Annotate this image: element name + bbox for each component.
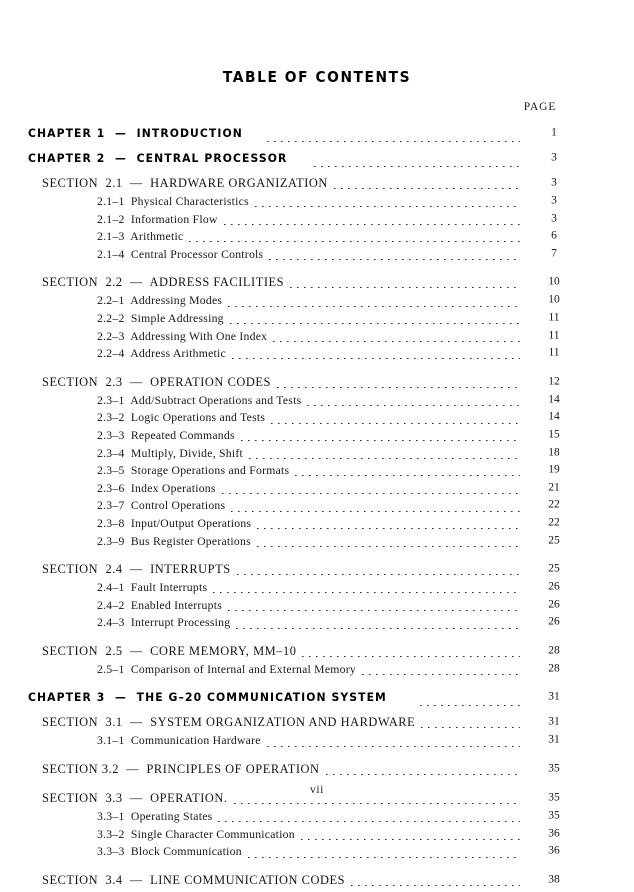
dot-leader [351, 885, 520, 886]
toc-row[interactable] [0, 213, 634, 231]
dot-leader [334, 188, 520, 189]
dot-leader [241, 440, 520, 441]
dot-leader [326, 774, 520, 775]
toc-entry-page-number: 22 [548, 516, 560, 529]
dot-leader [228, 610, 520, 611]
toc-entry-page-number: 10 [548, 293, 560, 306]
dot-leader [295, 475, 520, 476]
toc-entry-label: 2.3–5 Storage Operations and Formats [97, 464, 290, 478]
dot-leader [420, 705, 520, 706]
toc-entry-label: 2.1–2 Information Flow [97, 212, 218, 226]
dot-leader [248, 857, 520, 858]
toc-entry-label: 2.3–8 Input/Output Operations [97, 516, 252, 530]
dot-leader [218, 821, 520, 822]
toc-row[interactable] [0, 429, 634, 447]
dot-leader [301, 839, 520, 840]
toc-entry-page-number: 28 [548, 644, 560, 657]
toc-entry-label: 3.3–1 Operating States [97, 810, 213, 824]
toc-entry-page-number: 14 [548, 393, 560, 406]
toc-entry-page-number: 25 [548, 534, 560, 546]
toc-entry-page-number: 7 [551, 247, 557, 260]
dot-leader [273, 341, 520, 342]
toc-entry-list [0, 126, 634, 892]
toc-entry-label: 2.4–2 Enabled Interrupts [97, 598, 223, 612]
toc-entry-label: 2.3–3 Repeated Commands [97, 428, 235, 442]
toc-row[interactable] [0, 873, 634, 892]
toc-row[interactable] [0, 828, 634, 846]
toc-row[interactable] [0, 690, 634, 715]
toc-entry-label: 2.1–1 Physical Characteristics [97, 195, 249, 208]
toc-entry-page-number: 3 [551, 212, 557, 225]
toc-entry-label: SECTION 2.4 — INTERRUPTS [42, 562, 231, 577]
toc-entry-page-number: 3 [551, 151, 557, 164]
toc-entry-label: 2.5–1 Comparison of Internal and External Memory [97, 662, 356, 676]
toc-row[interactable] [0, 762, 634, 781]
toc-entry-label: SECTION 2.2 — ADDRESS FACILITIES [42, 275, 285, 290]
toc-entry-label: CHAPTER 3 — THE G–20 COMMUNICATION SYSTEM [28, 690, 387, 705]
toc-entry-page-number: 35 [548, 809, 560, 822]
toc-entry-page-number: 11 [548, 329, 560, 342]
toc-entry-label: 3.3–3 Block Communication [97, 845, 242, 859]
toc-row[interactable] [0, 275, 634, 294]
toc-row[interactable] [0, 734, 634, 752]
toc-row[interactable] [0, 230, 634, 248]
toc-row[interactable] [0, 447, 634, 465]
toc-entry-label: SECTION 2.3 — OPERATION CODES [42, 374, 271, 389]
toc-entry-page-number: 31 [548, 715, 560, 728]
toc-entry-label: 2.3–6 Index Operations [97, 481, 216, 495]
toc-row[interactable] [0, 312, 634, 330]
dot-leader [271, 423, 520, 424]
dot-leader [277, 387, 520, 388]
dot-leader [314, 166, 520, 167]
toc-row[interactable] [0, 151, 634, 176]
toc-entry-page-number: 26 [548, 615, 560, 628]
toc-row[interactable] [0, 482, 634, 500]
toc-entry-label: 2.4–3 Interrupt Processing [97, 616, 231, 630]
toc-entry-page-number: 36 [548, 844, 560, 857]
toc-entry-label: CHAPTER 2 — CENTRAL PROCESSOR [28, 151, 288, 165]
dot-leader [224, 224, 520, 225]
dot-leader [237, 574, 520, 575]
page-column-header: PAGE [523, 101, 557, 113]
toc-entry-page-number: 22 [548, 498, 560, 511]
toc-row[interactable] [0, 411, 634, 429]
toc-entry-label: SECTION 3.1 — SYSTEM ORGANIZATION AND HARDWARE [42, 715, 416, 730]
toc-row[interactable] [0, 845, 634, 863]
toc-entry-label: 2.3–4 Multiply, Divide, Shift [97, 446, 244, 460]
toc-row[interactable] [0, 176, 634, 195]
toc-entry-label: SECTION 2.5 — CORE MEMORY, MM–10 [42, 643, 297, 658]
toc-entry-label: 2.1–4 Central Processor Controls [97, 247, 264, 261]
toc-row[interactable] [0, 375, 634, 394]
toc-row[interactable] [0, 535, 634, 553]
dot-leader [421, 727, 520, 728]
toc-row[interactable] [0, 330, 634, 348]
toc-entry-page-number: 19 [548, 463, 560, 476]
toc-row[interactable] [0, 499, 634, 517]
dot-leader [257, 528, 520, 529]
toc-row[interactable] [0, 126, 634, 151]
page-title: TABLE OF CONTENTS [222, 68, 412, 86]
dot-leader [255, 206, 520, 207]
toc-entry-label: 3.1–1 Communication Hardware [97, 734, 261, 748]
toc-entry-label: SECTION 2.1 — HARDWARE ORGANIZATION [42, 176, 328, 190]
toc-entry-label: SECTION 3.2 — PRINCIPLES OF OPERATION [42, 762, 320, 777]
toc-row[interactable] [0, 581, 634, 599]
toc-entry-label: SECTION 3.3 — OPERATION. [42, 791, 228, 806]
toc-entry-page-number: 11 [548, 346, 560, 359]
toc-entry-label: 2.3–9 Bus Register Operations [97, 534, 251, 548]
toc-entry-label: 2.2–4 Address Arithmetic [97, 347, 226, 361]
toc-entry-page-number: 26 [548, 598, 560, 611]
toc-entry-label: 2.2–2 Simple Addressing [97, 311, 224, 325]
toc-entry-page-number: 6 [551, 229, 557, 242]
toc-row[interactable] [0, 347, 634, 365]
toc-entry-page-number: 35 [548, 791, 560, 804]
toc-entry-page-number: 15 [548, 428, 560, 441]
dot-leader [230, 323, 520, 324]
toc-row[interactable] [0, 394, 634, 412]
toc-entry-page-number: 28 [548, 662, 560, 675]
toc-row[interactable] [0, 644, 634, 663]
toc-entry-page-number: 3 [551, 176, 557, 189]
toc-entry-page-number: 35 [548, 762, 560, 775]
toc-row[interactable] [0, 562, 634, 581]
dot-leader [302, 656, 520, 657]
toc-row[interactable] [0, 464, 634, 482]
toc-entry-label: 2.3–7 Control Operations [97, 499, 226, 513]
dot-leader [269, 259, 520, 260]
dot-leader [307, 405, 520, 406]
toc-row[interactable] [0, 248, 634, 266]
toc-entry-label: 2.4–1 Fault Interrupts [97, 581, 208, 595]
toc-entry-label: 2.3–1 Add/Subtract Operations and Tests [97, 393, 302, 407]
dot-leader [189, 241, 520, 242]
toc-entry-label: SECTION 3.4 — LINE COMMUNICATION CODES [42, 872, 346, 887]
toc-entry-page-number: 38 [548, 873, 560, 886]
toc-entry-label: 3.3–2 Single Character Communication [97, 827, 295, 841]
toc-entry-page-number: 10 [548, 275, 560, 288]
dot-leader [213, 592, 520, 593]
toc-entry-page-number: 36 [548, 827, 560, 840]
toc-entry-label: 2.2–1 Addressing Modes [97, 294, 223, 308]
dot-leader [267, 746, 520, 747]
toc-entry-page-number: 1 [551, 126, 557, 139]
toc-entry-page-number: 12 [548, 375, 560, 388]
dot-leader [236, 628, 520, 629]
toc-entry-page-number: 31 [548, 733, 560, 746]
toc-entry-page-number: 11 [548, 311, 560, 324]
dot-leader [228, 306, 520, 307]
toc-entry-page-number: 3 [551, 194, 557, 207]
toc-entry-label: CHAPTER 1 — INTRODUCTION [28, 126, 243, 140]
toc-entry-page-number: 14 [548, 410, 560, 423]
toc-row[interactable] [0, 810, 634, 828]
toc-entry-page-number: 31 [548, 690, 560, 703]
dot-leader [290, 287, 520, 288]
toc-row[interactable] [0, 663, 634, 681]
toc-row[interactable] [0, 195, 634, 213]
toc-row[interactable] [0, 715, 634, 734]
toc-entry-page-number: 21 [548, 481, 560, 494]
toc-entry-page-number: 26 [548, 580, 560, 593]
toc-row[interactable] [0, 616, 634, 634]
toc-entry-page-number: 25 [548, 562, 560, 575]
dot-leader [257, 546, 520, 547]
toc-entry-label: 2.2–3 Addressing With One Index [97, 329, 268, 343]
dot-leader [267, 141, 520, 142]
toc-entry-label: 2.1–3 Arithmetic [97, 230, 184, 244]
toc-row[interactable] [0, 599, 634, 617]
dot-leader [232, 358, 520, 359]
dot-leader [222, 493, 520, 494]
dot-leader [249, 458, 520, 459]
toc-row[interactable] [0, 517, 634, 535]
toc-entry-page-number: 18 [548, 446, 560, 459]
folio-number: vii [310, 784, 324, 796]
dot-leader [231, 511, 520, 512]
dot-leader [234, 803, 520, 804]
toc-row[interactable] [0, 294, 634, 312]
dot-leader [362, 674, 520, 675]
toc-entry-label: 2.3–2 Logic Operations and Tests [97, 411, 266, 425]
